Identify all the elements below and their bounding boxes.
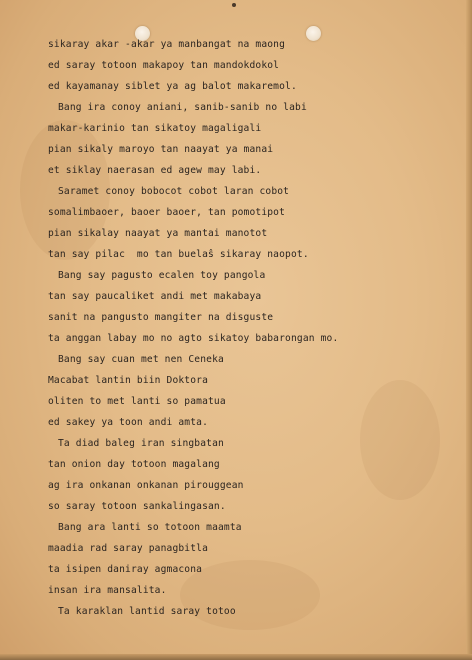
- text-line: ta anggan labay mo no agto sikatoy babarongan mo.: [48, 333, 339, 344]
- text-line: et siklay naerasan ed agew may labi.: [48, 165, 262, 176]
- text-line: tan onion day totoon magalang: [48, 459, 220, 470]
- text-line: sikaray akar -akar ya manbangat na maong: [48, 39, 286, 50]
- paper-stain: [360, 380, 440, 500]
- text-line: Ta karaklan lantid saray totoo: [58, 606, 236, 617]
- text-line: tan say pilac mo tan buelaŝ sikaray naopot.: [48, 249, 309, 260]
- page-mark-dot: [232, 3, 236, 7]
- text-line: Bang say cuan met nen Ceneka: [58, 354, 224, 365]
- text-line: ed kayamanay siblet ya ag balot makaremol.: [48, 81, 297, 92]
- text-line: makar-karinio tan sikatoy magaligali: [48, 123, 262, 134]
- text-line: oliten to met lanti so pamatua: [48, 396, 226, 407]
- text-line: Ta diad baleg iran singbatan: [58, 438, 224, 449]
- text-line: ta isipen daniray agmacona: [48, 564, 203, 575]
- text-line: Bang ira conoy aniani, sanib-sanib no labi: [58, 102, 307, 113]
- text-line: pian sikaly maroyo tan naayat ya manai: [48, 144, 274, 155]
- text-line: Macabat lantin biin Doktora: [48, 375, 208, 386]
- text-line: pian sikalay naayat ya mantai manotot: [48, 228, 268, 239]
- text-line: insan ira mansalita.: [48, 585, 167, 596]
- punch-hole-right: [306, 26, 321, 41]
- text-line: Saramet conoy bobocot cobot laran cobot: [58, 186, 290, 197]
- text-line: Bang say pagusto ecalen toy pangola: [58, 270, 266, 281]
- text-line: Bang ara lanti so totoon maamta: [58, 522, 242, 533]
- text-line: sanit na pangusto mangiter na disguste: [48, 312, 274, 323]
- text-line: ag ira onkanan onkanan pirouggean: [48, 480, 244, 491]
- text-line: ed sakey ya toon andi amta.: [48, 417, 208, 428]
- paper-edge-right: [466, 0, 472, 660]
- text-line: so saray totoon sankalingasan.: [48, 501, 226, 512]
- paper-edge-bottom: [0, 654, 472, 660]
- text-line: maadia rad saray panagbitla: [48, 543, 208, 554]
- text-line: somalimbaoer, baoer baoer, tan pomotipot: [48, 207, 286, 218]
- text-line: ed saray totoon makapoy tan mandokdokol: [48, 60, 280, 71]
- text-line: tan say paucaliket andi met makabaya: [48, 291, 262, 302]
